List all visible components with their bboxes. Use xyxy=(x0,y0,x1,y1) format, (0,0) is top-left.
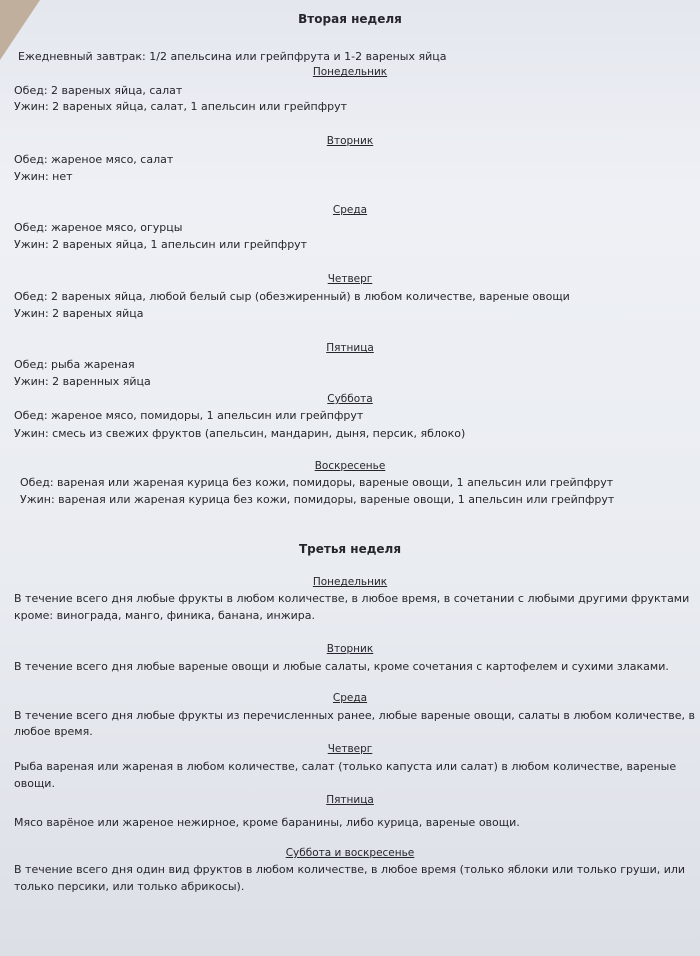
week2-title: Вторая неделя xyxy=(298,12,402,26)
week2-day-sunday: Воскресенье xyxy=(314,460,386,472)
week2-friday-line: Обед: рыба жареная xyxy=(14,358,135,371)
week2-tuesday-line: Обед: жареное мясо, салат xyxy=(14,153,174,166)
week2-thursday-line: Ужин: 2 вареных яйца xyxy=(14,307,144,320)
week2-day-wednesday: Среда xyxy=(332,204,368,216)
week2-thursday-line: Обед: 2 вареных яйца, любой белый сыр (обезжиренный) в любом количестве, вареные овощи xyxy=(14,290,570,303)
week2-saturday-line: Ужин: смесь из свежих фруктов (апельсин, мандарин, дыня, персик, яблоко) xyxy=(14,427,466,440)
week3-friday-line: Мясо варёное или жареное нежирное, кроме баранины, либо курица, вареные овощи. xyxy=(14,816,520,829)
week3-thursday-line: овощи. xyxy=(14,777,55,790)
week2-breakfast: Ежедневный завтрак: 1/2 апельсина или грейпфрута и 1-2 вареных яйца xyxy=(18,50,447,63)
week2-tuesday-line: Ужин: нет xyxy=(14,170,73,183)
week3-tuesday-line: В течение всего дня любые вареные овощи и любые салаты, кроме сочетания с картофелем и сухими злаками. xyxy=(14,660,669,673)
week3-monday-line: кроме: винограда, манго, финика, банана, инжира. xyxy=(14,609,316,622)
week3-day-monday: Понедельник xyxy=(312,576,388,588)
week2-monday-line: Обед: 2 вареных яйца, салат xyxy=(14,84,183,97)
week3-day-friday: Пятница xyxy=(326,794,374,806)
week2-friday-line: Ужин: 2 варенных яйца xyxy=(14,375,151,388)
week3-title: Третья неделя xyxy=(298,542,402,556)
week2-day-friday: Пятница xyxy=(326,342,374,354)
week3-weekend-line: только персики, или только абрикосы). xyxy=(14,880,245,893)
week2-day-monday: Понедельник xyxy=(312,66,388,78)
week3-day-thursday: Четверг xyxy=(327,743,373,755)
week3-wednesday-line: любое время. xyxy=(14,725,93,738)
week2-monday-line: Ужин: 2 вареных яйца, салат, 1 апельсин или грейпфрут xyxy=(14,100,348,113)
week2-wednesday-line: Ужин: 2 вареных яйца, 1 апельсин или грейпфрут xyxy=(14,238,308,251)
week3-thursday-line: Рыба вареная или жареная в любом количестве, салат (только капуста или салат) в любом количестве, вареные xyxy=(14,760,677,773)
week2-sunday-line: Ужин: вареная или жареная курица без кожи, помидоры, вареные овощи, 1 апельсин или грейпфрут xyxy=(20,493,615,506)
week3-day-tuesday: Вторник xyxy=(326,643,374,655)
week3-wednesday-line: В течение всего дня любые фрукты из перечисленных ранее, любые вареные овощи, салаты в любом количестве, в xyxy=(14,709,695,722)
week2-saturday-line: Обед: жареное мясо, помидоры, 1 апельсин или грейпфрут xyxy=(14,409,364,422)
week3-day-wednesday: Среда xyxy=(332,692,368,704)
week2-sunday-line: Обед: вареная или жареная курица без кожи, помидоры, вареные овощи, 1 апельсин или грейпфрут xyxy=(20,476,614,489)
week3-weekend-line: В течение всего дня один вид фруктов в любом количестве, в любое время (только яблоки или только груши, или xyxy=(14,863,686,876)
week2-day-tuesday: Вторник xyxy=(326,135,374,147)
week2-wednesday-line: Обед: жареное мясо, огурцы xyxy=(14,221,183,234)
week2-day-saturday: Суббота xyxy=(327,393,373,405)
week3-day-weekend: Суббота и воскресенье xyxy=(285,847,415,859)
week3-monday-line: В течение всего дня любые фрукты в любом количестве, в любое время, в сочетании с любыми другими фруктами xyxy=(14,592,690,605)
week2-day-thursday: Четверг xyxy=(327,273,373,285)
